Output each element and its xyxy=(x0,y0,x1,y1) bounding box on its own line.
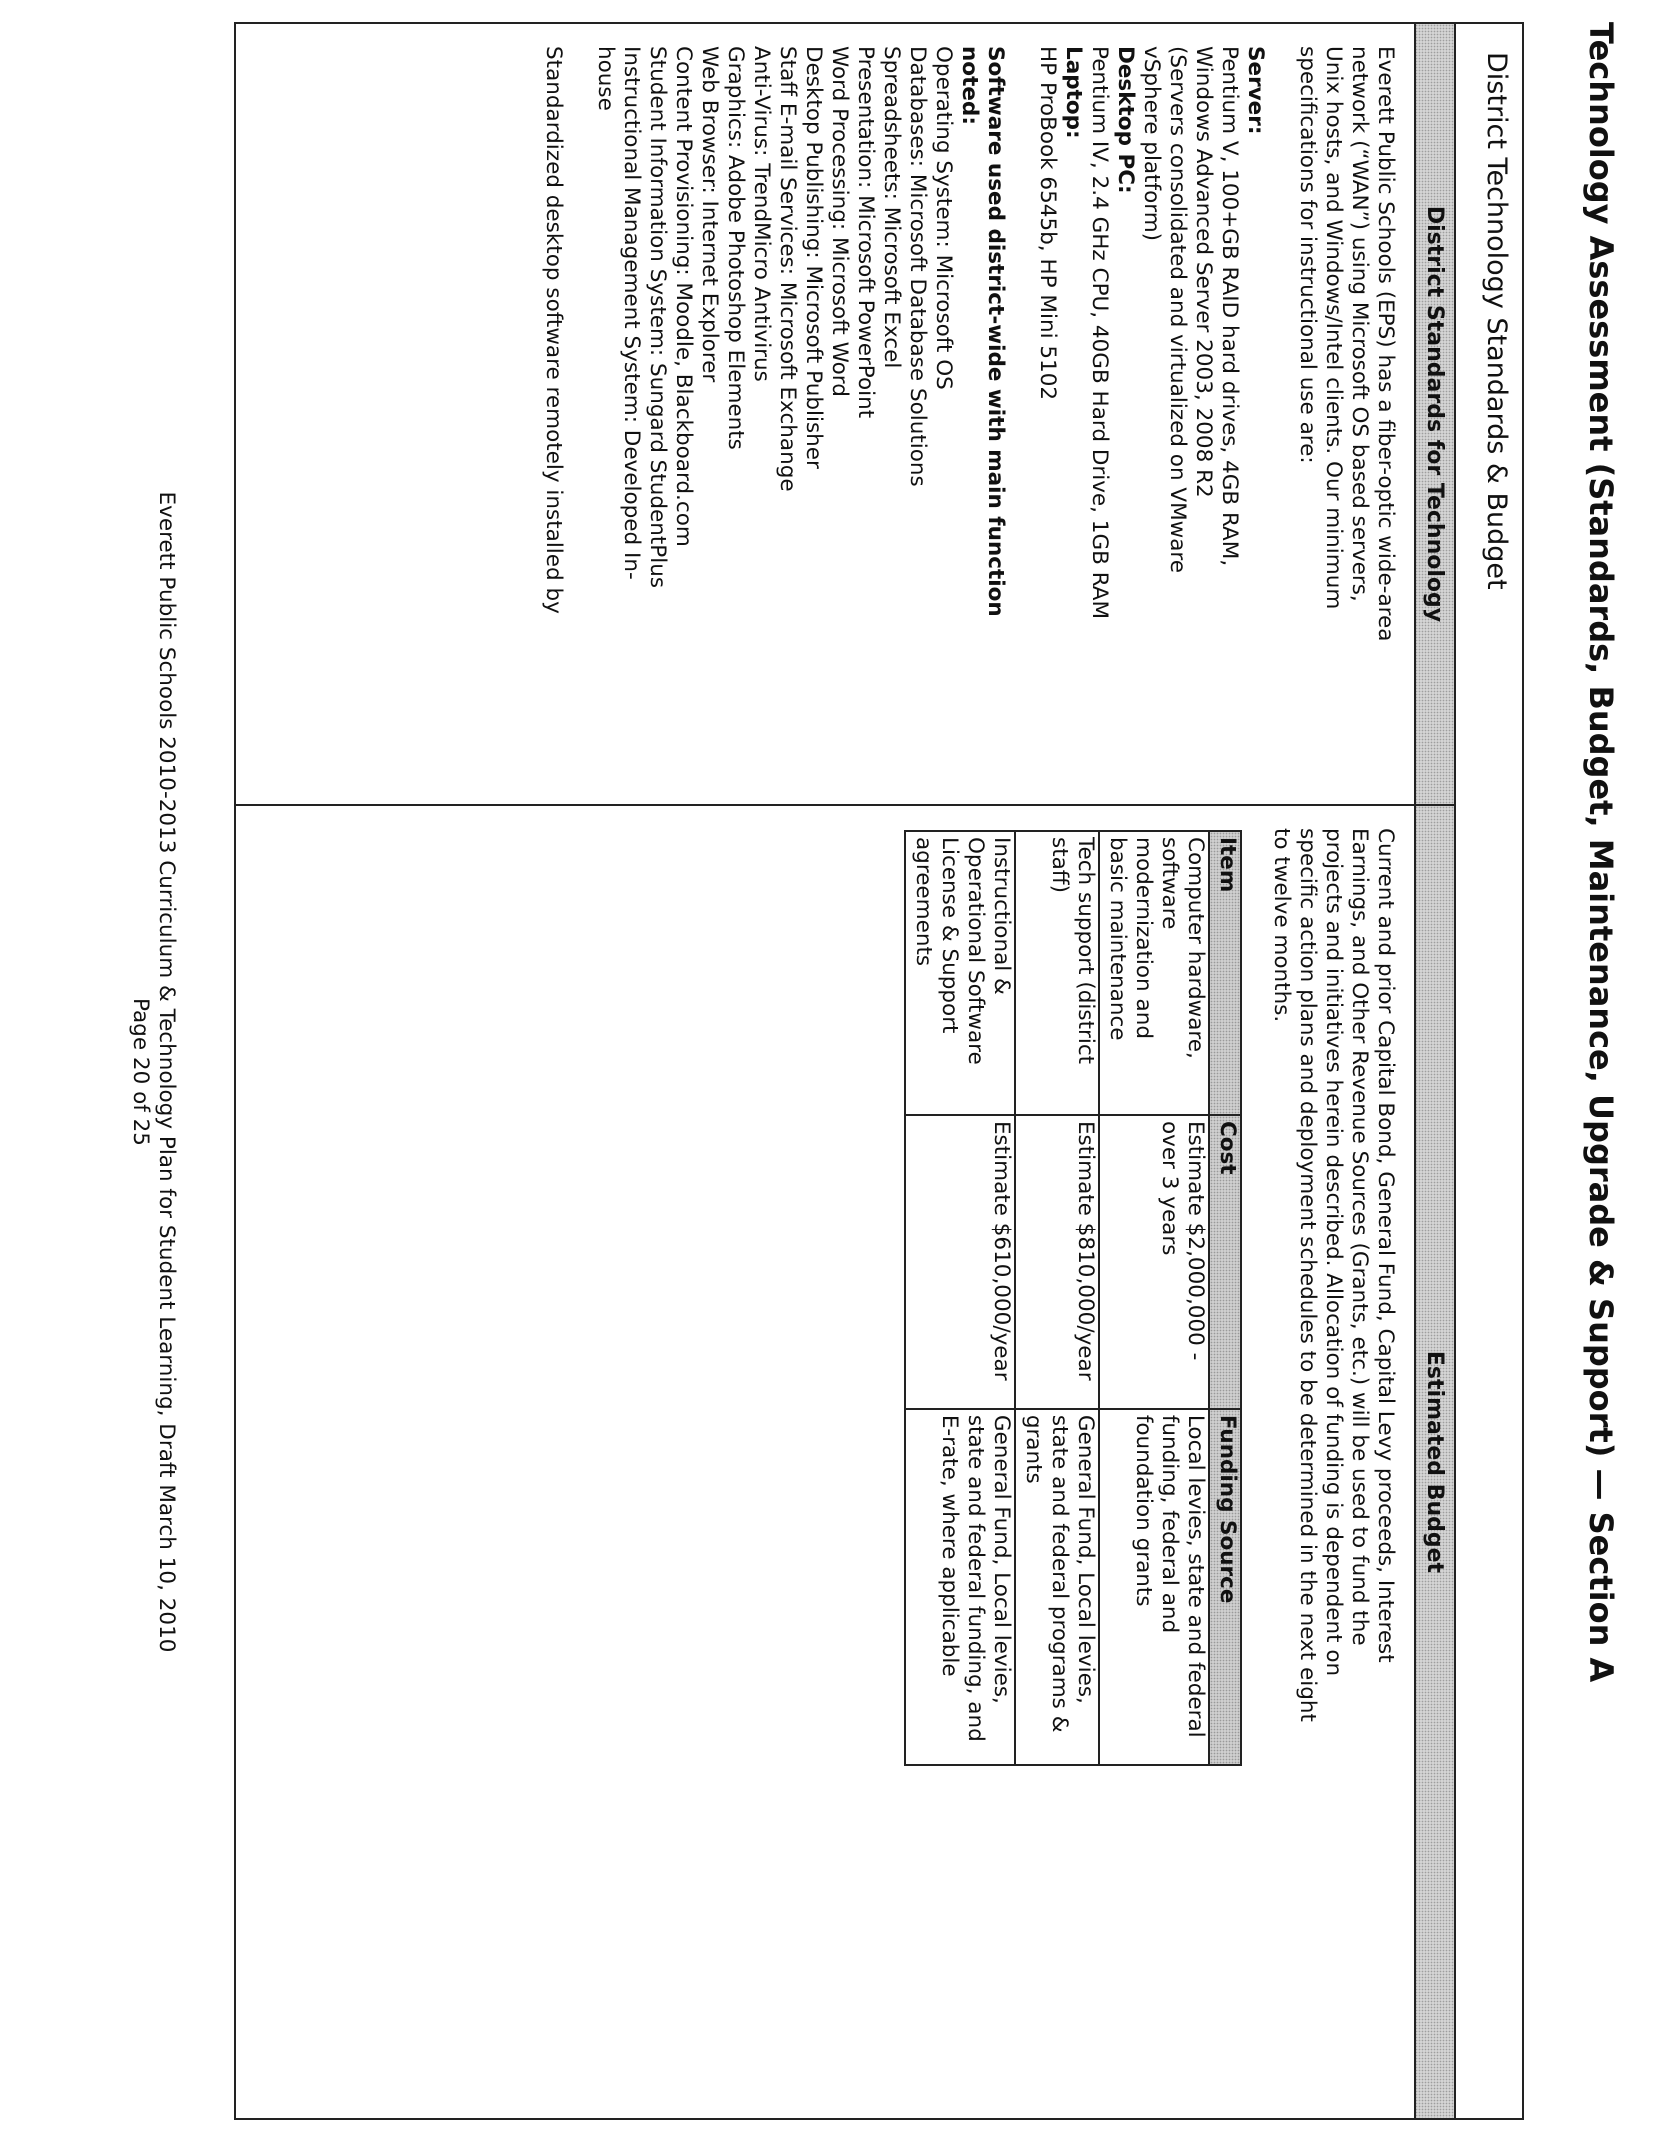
header-item: Item xyxy=(1209,831,1241,1115)
funding-cell xyxy=(905,1409,1015,1765)
software-item: Databases: Microsoft Database Solutions xyxy=(905,46,930,487)
budget-table xyxy=(904,830,1242,1766)
software-item: Graphics: Adobe Photoshop Elements xyxy=(723,46,748,450)
cell-line: software xyxy=(1157,837,1182,930)
funding-cell xyxy=(1015,1409,1099,1765)
desktop-label: Desktop PC: xyxy=(1113,46,1138,194)
cell-line: grants xyxy=(1021,1414,1046,1484)
cell-line: Instructional & xyxy=(989,837,1014,995)
header-cost: Cost xyxy=(1209,1115,1241,1409)
cell-line: modernization and xyxy=(1131,837,1156,1039)
standards-budget-frame xyxy=(234,22,1524,2120)
server-spec: Pentium V, 100+GB RAID hard drives, 4GB RAM, xyxy=(1217,46,1242,567)
table-row xyxy=(905,831,1015,1765)
item-cell xyxy=(905,831,1015,1115)
server-label: Server: xyxy=(1243,46,1268,135)
server-spec: Windows Advanced Server 2003, 2008 R2 xyxy=(1191,46,1216,498)
text-line: Current and prior Capital Bond, General Fund, Capital Levy proceeds, Interest xyxy=(1373,828,1398,1663)
header-funding-source: Funding Source xyxy=(1209,1409,1241,1765)
server-spec: vSphere platform) xyxy=(1139,46,1164,242)
page-title: Technology Assessment (Standards, Budget, Maintenance, Upgrade & Support) — Section A xyxy=(1582,22,1620,1683)
cell-line: staff) xyxy=(1047,837,1072,894)
text-line: specific action plans and deployment schedules to be determined in the next eight xyxy=(1295,828,1320,1722)
software-item: Instructional Management System: Developed In- xyxy=(619,46,644,580)
item-cell xyxy=(1015,831,1099,1115)
budget-body xyxy=(904,806,1414,2118)
cell-line: Tech support (district xyxy=(1073,837,1098,1065)
cell-line: Estimate $2,000,000 - xyxy=(1183,1120,1208,1361)
page-footer xyxy=(127,0,179,2144)
standards-intro xyxy=(1294,46,1398,792)
table-header-row xyxy=(1209,831,1241,1765)
cell-line: Local levies, state and federal xyxy=(1183,1414,1208,1738)
text-line: Everett Public Schools (EPS) has a fiber-optic wide-area xyxy=(1373,46,1398,642)
cost-cell xyxy=(1099,1115,1209,1409)
software-heading: noted: xyxy=(957,46,982,125)
footer-plan-title: Everett Public Schools 2010-2013 Curriculum & Technology Plan for Student Learning, Draft March 10, 2010 xyxy=(154,491,179,1653)
software-item: Student Information System: Sungard StudentPlus xyxy=(645,46,670,589)
software-item: Anti-Virus: TrendMicro Antivirus xyxy=(749,46,774,382)
cell-line: E-rate, where applicable xyxy=(937,1414,962,1677)
text-line: projects and initiatives herein described. Allocation of funding is dependent on xyxy=(1321,828,1346,1677)
text-line: Earnings, and Other Revenue Sources (Grants, etc.) will be used to fund the xyxy=(1347,828,1372,1646)
cell-line: Computer hardware, xyxy=(1183,837,1208,1059)
software-item: Staff E-mail Services: Microsoft Exchange xyxy=(775,46,800,492)
two-column-layout xyxy=(236,24,1454,2118)
software-heading: Software used district-wide with main function xyxy=(983,46,1008,617)
cell-line: Estimate $610,000/year xyxy=(989,1120,1014,1381)
software-item: house xyxy=(593,46,618,111)
software-item: Spreadsheets: Microsoft Excel xyxy=(879,46,904,369)
cell-line: over 3 years xyxy=(1157,1120,1182,1256)
cell-line: state and federal programs & xyxy=(1047,1414,1072,1733)
document-header: District Technology Standards & Budget xyxy=(1454,24,1522,2118)
cell-line: License & Support xyxy=(937,837,962,1034)
cell-line: basic maintenance xyxy=(1105,837,1130,1041)
cell-line: funding, federal and xyxy=(1157,1414,1182,1634)
software-item: Content Provisioning: Moodle, Blackboard.com xyxy=(671,46,696,547)
text-line: to twelve months. xyxy=(1269,828,1294,1023)
server-spec: (Servers consolidated and virtualized on VMware xyxy=(1165,46,1190,574)
cost-cell xyxy=(1015,1115,1099,1409)
text-line: specifications for instructional use are: xyxy=(1295,46,1320,464)
standards-body xyxy=(540,24,1414,804)
cell-line: General Fund, Local levies, xyxy=(989,1414,1014,1704)
budget-heading: Estimated Budget xyxy=(1414,806,1454,2118)
budget-column xyxy=(236,806,1454,2118)
text-line: Unix hosts, and Windows/Intel clients. Our minimum xyxy=(1321,46,1346,610)
desktop-spec: Pentium IV, 2.4 GHz CPU, 40GB Hard Drive, 1GB RAM xyxy=(1087,46,1112,620)
cell-line: General Fund, Local levies, xyxy=(1073,1414,1098,1704)
cell-line: state and federal funding, and xyxy=(963,1414,988,1742)
budget-intro xyxy=(1268,828,1398,2106)
software-item: Word Processing: Microsoft Word xyxy=(827,46,852,397)
cost-cell xyxy=(905,1115,1015,1409)
laptop-label: Laptop: xyxy=(1061,46,1086,139)
software-item: Web Browser: Internet Explorer xyxy=(697,46,722,383)
cell-line: Operational Software xyxy=(963,837,988,1065)
text-line: network (“WAN”) using Microsoft OS based servers, xyxy=(1347,46,1372,602)
cell-line: agreements xyxy=(911,837,936,967)
table-row xyxy=(1015,831,1099,1765)
software-item: Operating System: Microsoft OS xyxy=(931,46,956,390)
laptop-spec: HP ProBook 6545b, HP Mini 5102 xyxy=(1035,46,1060,401)
footer-page-number: Page 20 of 25 xyxy=(128,998,153,1146)
standards-column xyxy=(236,24,1454,806)
funding-cell xyxy=(1099,1409,1209,1765)
trailing-text: Standardized desktop software remotely installed by xyxy=(541,46,566,614)
cell-line: foundation grants xyxy=(1131,1414,1156,1607)
software-item: Desktop Publishing: Microsoft Publisher xyxy=(801,46,826,469)
item-cell xyxy=(1099,831,1209,1115)
standards-heading: District Standards for Technology xyxy=(1414,24,1454,804)
cell-line: Estimate $810,000/year xyxy=(1073,1120,1098,1381)
software-item: Presentation: Microsoft PowerPoint xyxy=(853,46,878,419)
table-row xyxy=(1099,831,1209,1765)
